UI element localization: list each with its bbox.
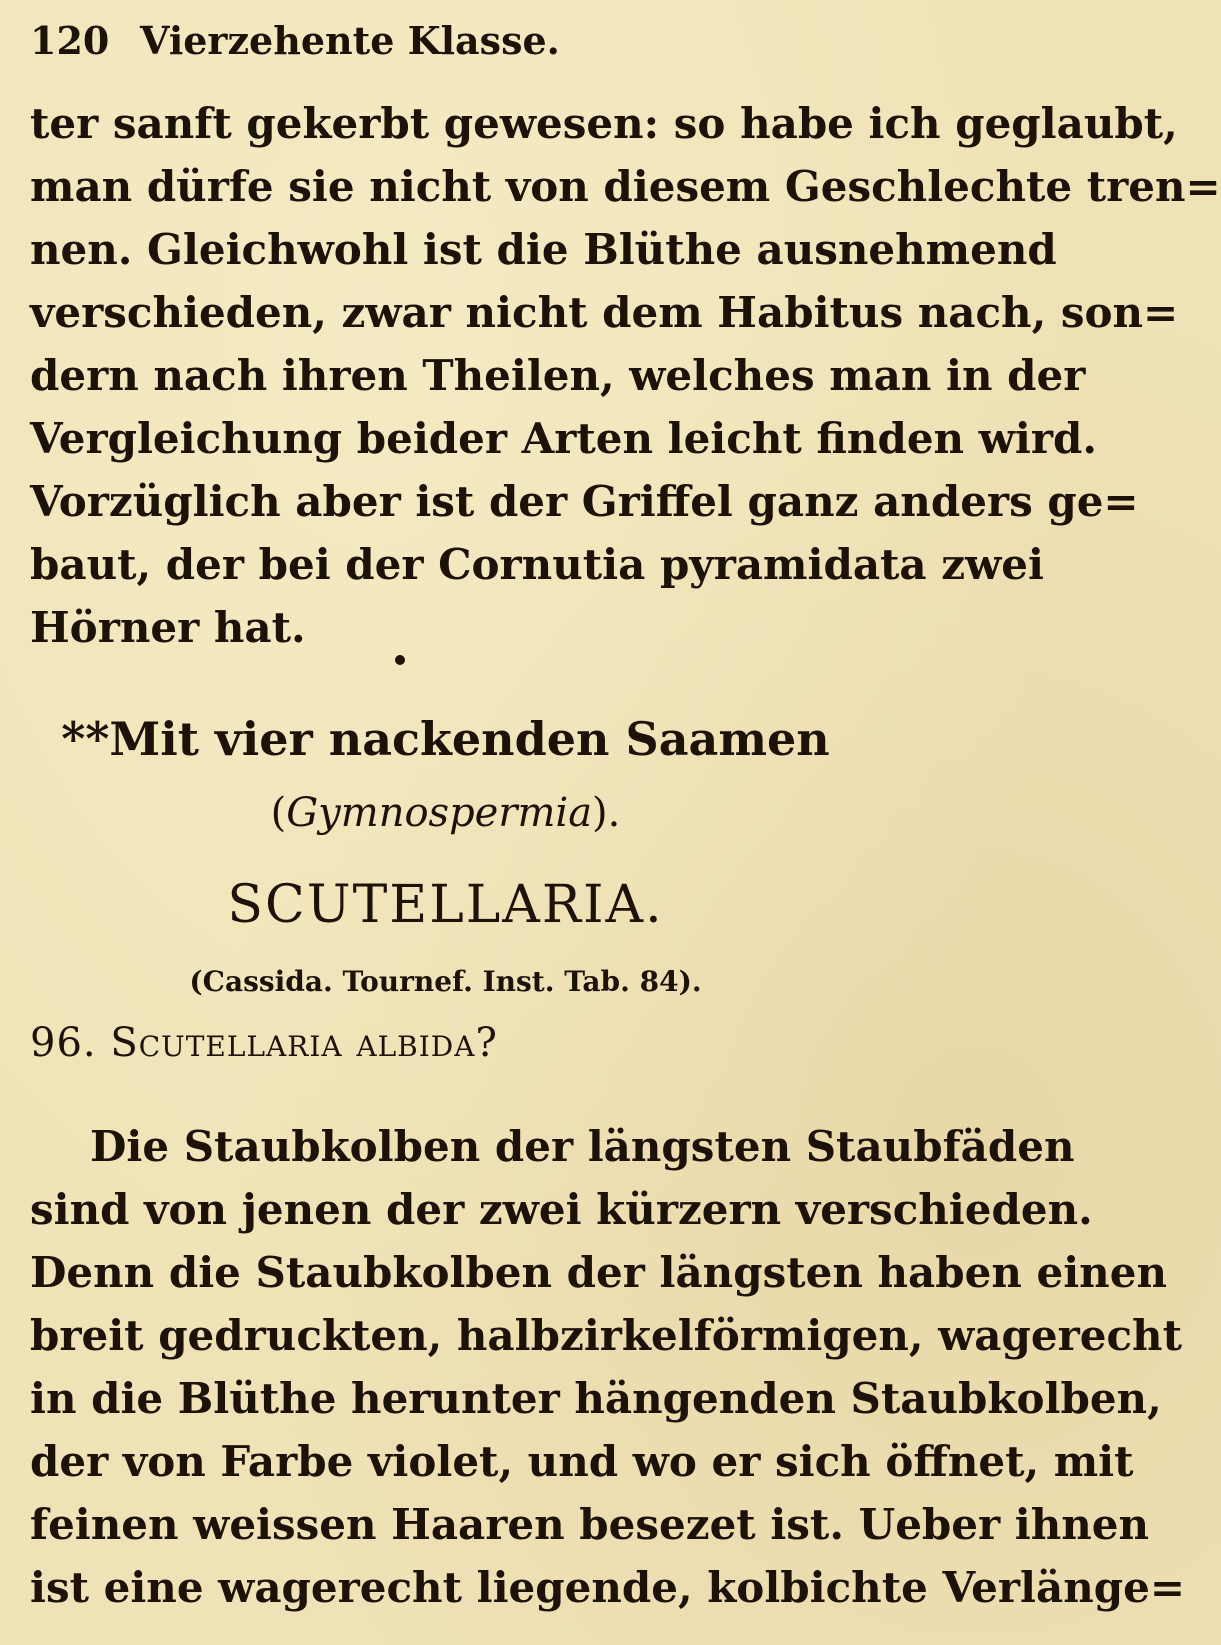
text-line: in die Blüthe herunter hängenden Staubkolben, xyxy=(30,1374,1162,1423)
text-line: nen. Gleichwohl ist die Blüthe ausnehmend xyxy=(30,225,1057,274)
text-line: sind von jenen der zwei kürzern verschieden. xyxy=(30,1185,1093,1234)
text-line: ist eine wagerecht liegende, kolbichte Verlänge= xyxy=(30,1563,1186,1612)
paragraph-1 xyxy=(30,92,1221,659)
text-line: Die Staubkolben der längsten Staubfäden xyxy=(90,1122,1075,1171)
page-number: 120 xyxy=(30,18,110,63)
text-line: der von Farbe violet, und wo er sich öffnet, mit xyxy=(30,1437,1134,1486)
subheading-latin: Gymnospermia xyxy=(286,790,593,836)
text-line: baut, der bei der Cornutia pyramidata zwei xyxy=(30,540,1044,589)
paren-open: ( xyxy=(270,790,287,836)
text-line: Hörner hat. xyxy=(30,603,306,652)
text-line: feinen weissen Haaren besezet ist. Ueber ihnen xyxy=(30,1500,1150,1549)
text-line: Denn die Staubkolben der längsten haben einen xyxy=(30,1248,1167,1297)
text-line: Vorzüglich aber ist der Griffel ganz anders ge= xyxy=(30,477,1139,526)
text-line: Vergleichung beider Arten leicht finden wird. xyxy=(30,414,1097,463)
paren-close: ). xyxy=(592,790,621,836)
paragraph-2 xyxy=(30,1115,1186,1619)
text-line: man dürfe sie nicht von diesem Geschlechte tren= xyxy=(30,162,1221,211)
page-header xyxy=(30,18,851,78)
species-title: 96. Scutellaria albida? xyxy=(30,1020,498,1066)
ink-dot xyxy=(395,655,405,665)
running-head: Vierzehente Klasse. xyxy=(140,18,560,63)
text-line: dern nach ihren Theilen, welches man in der xyxy=(30,351,1086,400)
genus-title: SCUTELLARIA. xyxy=(227,875,664,935)
section-heading: **Mit vier nackenden Saamen xyxy=(61,712,830,766)
genus-reference: (Cassida. Tournef. Inst. Tab. 84). xyxy=(189,965,702,998)
section-subheading xyxy=(0,790,891,836)
text-line: ter sanft gekerbt gewesen: so habe ich geglaubt, xyxy=(30,99,1178,148)
text-line: breit gedruckten, halbzirkelförmigen, wagerecht xyxy=(30,1311,1182,1360)
text-line: verschieden, zwar nicht dem Habitus nach, son= xyxy=(30,288,1179,337)
